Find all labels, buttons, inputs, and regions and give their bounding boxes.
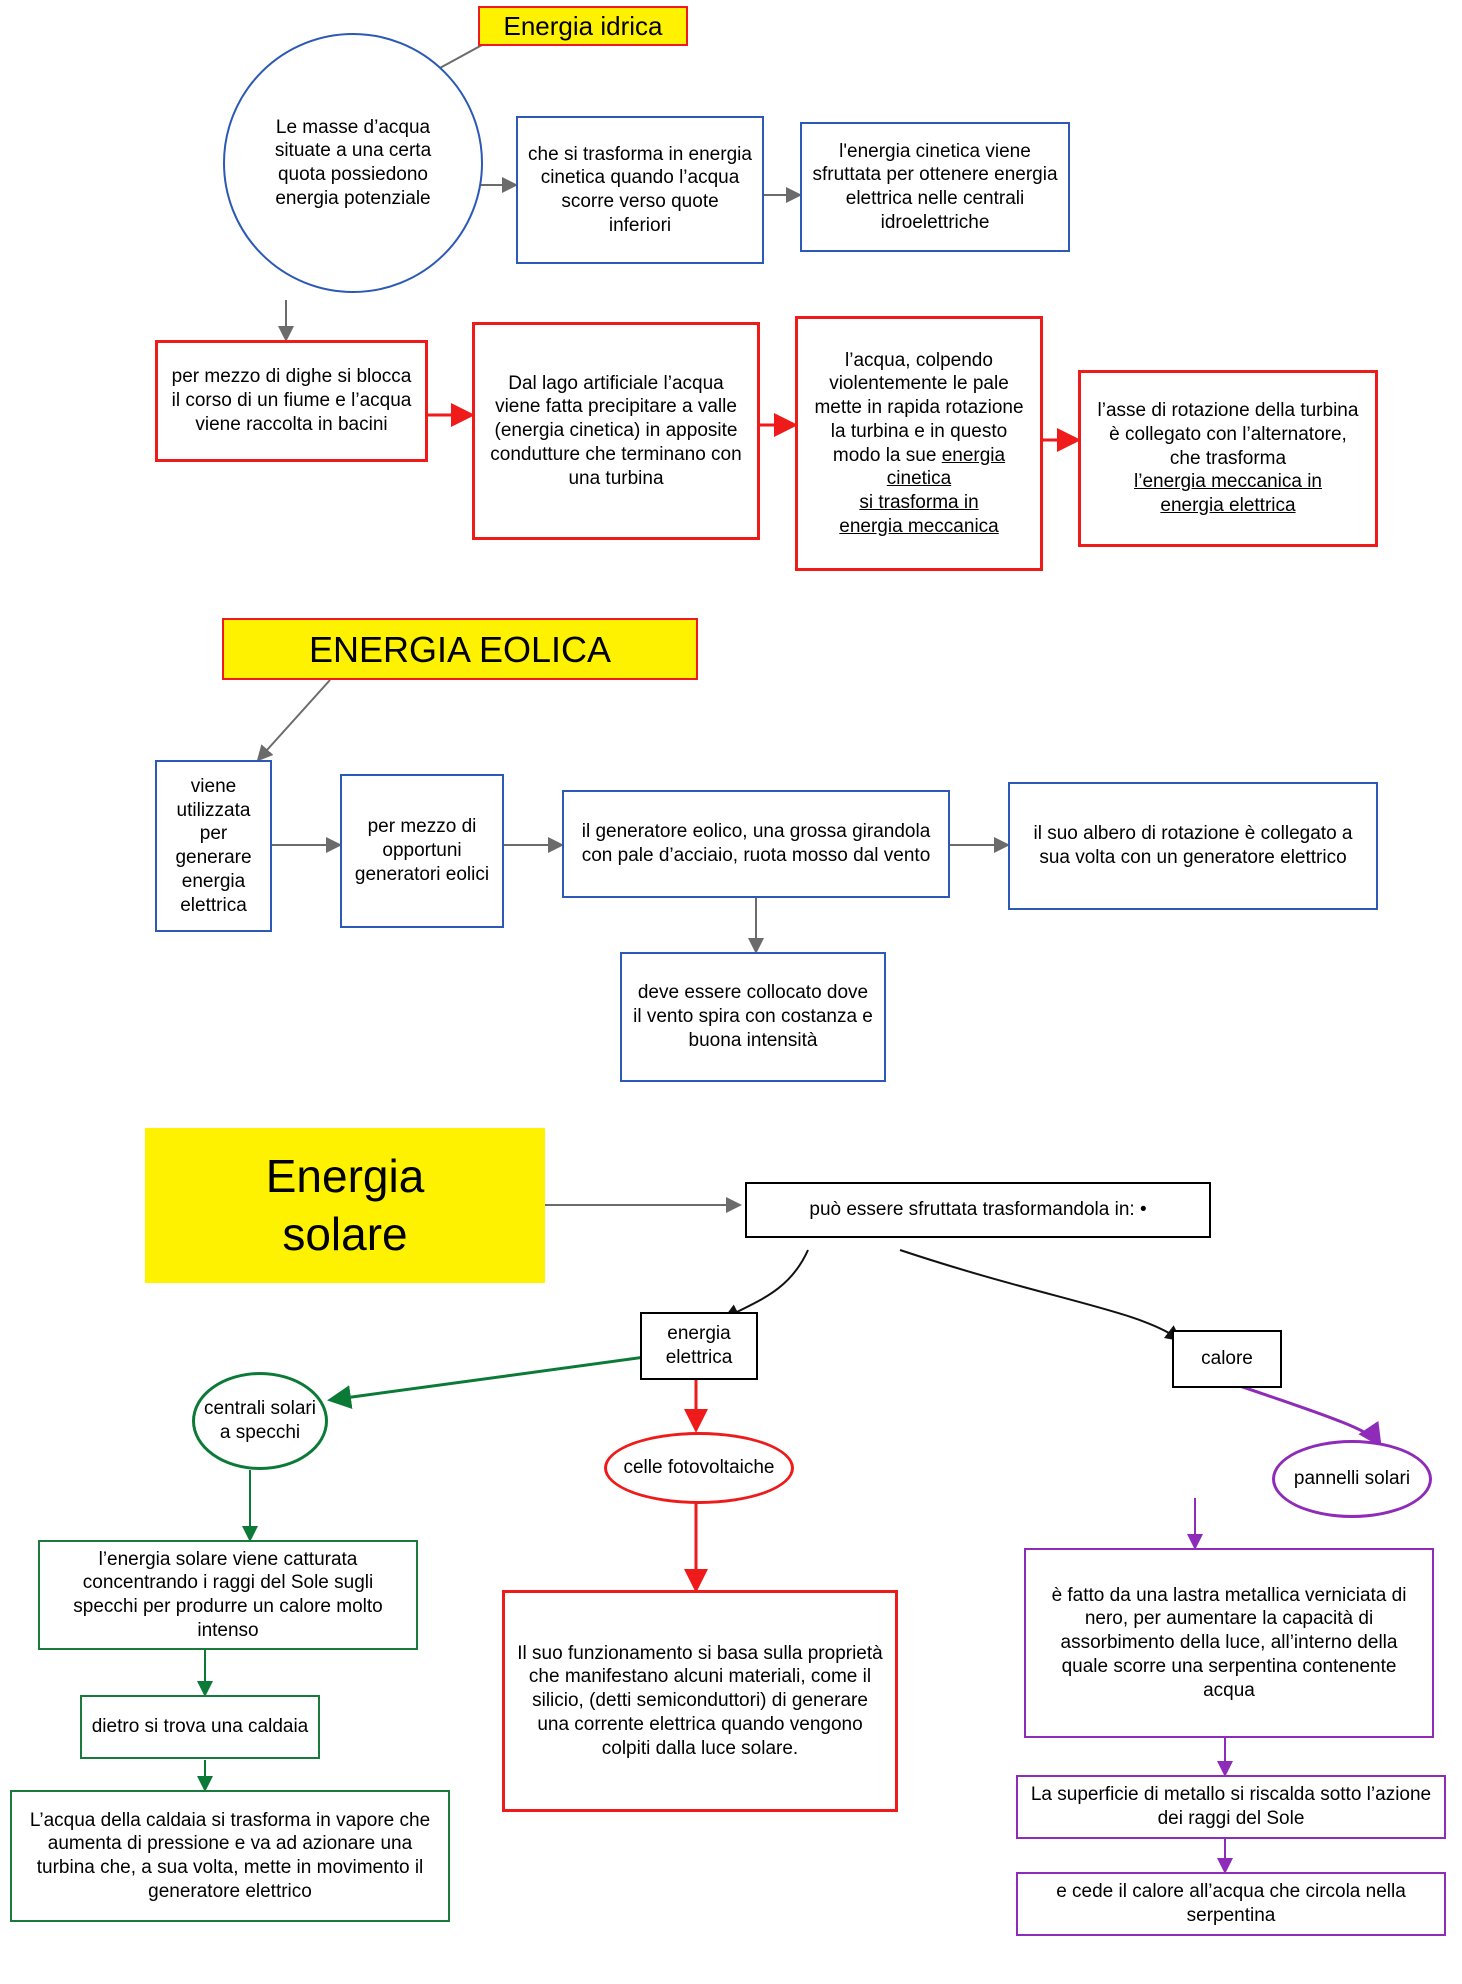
node-celle-descrizione: Il suo funzionamento si basa sulla proprietà che manifestano alcuni materiali, come il silicio, (detti semiconduttori) di generare una corrente elettrica quando vengono colpiti dalla luce solare.	[502, 1590, 898, 1812]
node-pannelli-solari: pannelli solari	[1272, 1440, 1432, 1518]
title-energia-eolica: ENERGIA EOLICA	[222, 618, 698, 680]
node-centrali-idroelettriche: l'energia cinetica viene sfruttata per ottenere energia elettrica nelle centrali idroelettriche	[800, 122, 1070, 252]
node-energia-elettrica: energia elettrica	[640, 1312, 758, 1380]
node-collocato-vento: deve essere collocato dove il vento spira con costanza e buona intensità	[620, 952, 886, 1082]
node-albero-rotazione: il suo albero di rotazione è collegato a sua volta con un generatore elettrico	[1008, 782, 1378, 910]
node-girandola: il generatore eolico, una grossa girandola con pale d’acciaio, ruota mosso dal vento	[562, 790, 950, 898]
node-asse-underline-2: energia elettrica	[1160, 495, 1296, 517]
node-asse-underline-1: l’energia meccanica in	[1134, 471, 1322, 493]
node-asse-text: l’asse di rotazione della turbina è collegato con l’alternatore, che trasforma	[1097, 400, 1359, 469]
title-solare-line1: Energia	[265, 1150, 425, 1202]
node-vapore-turbina: L’acqua della caldaia si trasforma in vapore che aumenta di pressione e va ad azionare una turbina che, a sua volta, mette in movimento il generatore elettrico	[10, 1790, 450, 1922]
node-pale-underline-3: energia meccanica	[839, 515, 999, 537]
node-specchi-descrizione: l’energia solare viene catturata concentrando i raggi del Sole sugli specchi per produrre un calore molto intenso	[38, 1540, 418, 1650]
node-puo-essere-sfruttata: può essere sfruttata trasformandola in: •	[745, 1182, 1211, 1238]
title-energia-idrica: Energia idrica	[478, 6, 688, 46]
node-pale-underline-1: energia cinetica	[886, 444, 1006, 490]
node-celle-fotovoltaiche: celle fotovoltaiche	[604, 1432, 794, 1504]
node-pannelli-descrizione: è fatto da una lastra metallica verniciata di nero, per aumentare la capacità di assorbimento della luce, all’interno della quale scorre una serpentina contenente acqua	[1024, 1548, 1434, 1738]
node-pale-text: l’acqua, colpendo violentemente le pale mette in rapida rotazione la turbina e in questo modo la sue	[814, 349, 1024, 466]
node-pale-turbina	[795, 316, 1043, 571]
node-lago-artificiale: Dal lago artificiale l’acqua viene fatta precipitare a valle (energia cinetica) in apposite condutture che terminano con una turbina	[472, 322, 760, 540]
title-energia-solare	[145, 1128, 545, 1283]
node-caldaia: dietro si trova una caldaia	[80, 1695, 320, 1759]
node-calore: calore	[1172, 1330, 1282, 1388]
node-centrali-solari-specchi: centrali solari a specchi	[192, 1372, 328, 1470]
node-generatori-eolici: per mezzo di opportuni generatori eolici	[340, 774, 504, 928]
node-asse-rotazione	[1078, 370, 1378, 547]
node-masse-acqua: Le masse d’acqua situate a una certa quota possiedono energia potenziale	[223, 33, 483, 293]
node-superficie-metallo: La superficie di metallo si riscalda sotto l’azione dei raggi del Sole	[1016, 1775, 1446, 1839]
node-energia-cinetica: che si trasforma in energia cinetica quando l’acqua scorre verso quote inferiori	[516, 116, 764, 264]
title-solare-line2: solare	[282, 1207, 408, 1260]
node-dighe: per mezzo di dighe si blocca il corso di un fiume e l’acqua viene raccolta in bacini	[155, 340, 428, 462]
node-pale-underline-2: si trasforma in	[859, 492, 979, 513]
node-cede-calore: e cede il calore all’acqua che circola nella serpentina	[1016, 1872, 1446, 1936]
node-viene-utilizzata: viene utilizzata per generare energia elettrica	[155, 760, 272, 932]
